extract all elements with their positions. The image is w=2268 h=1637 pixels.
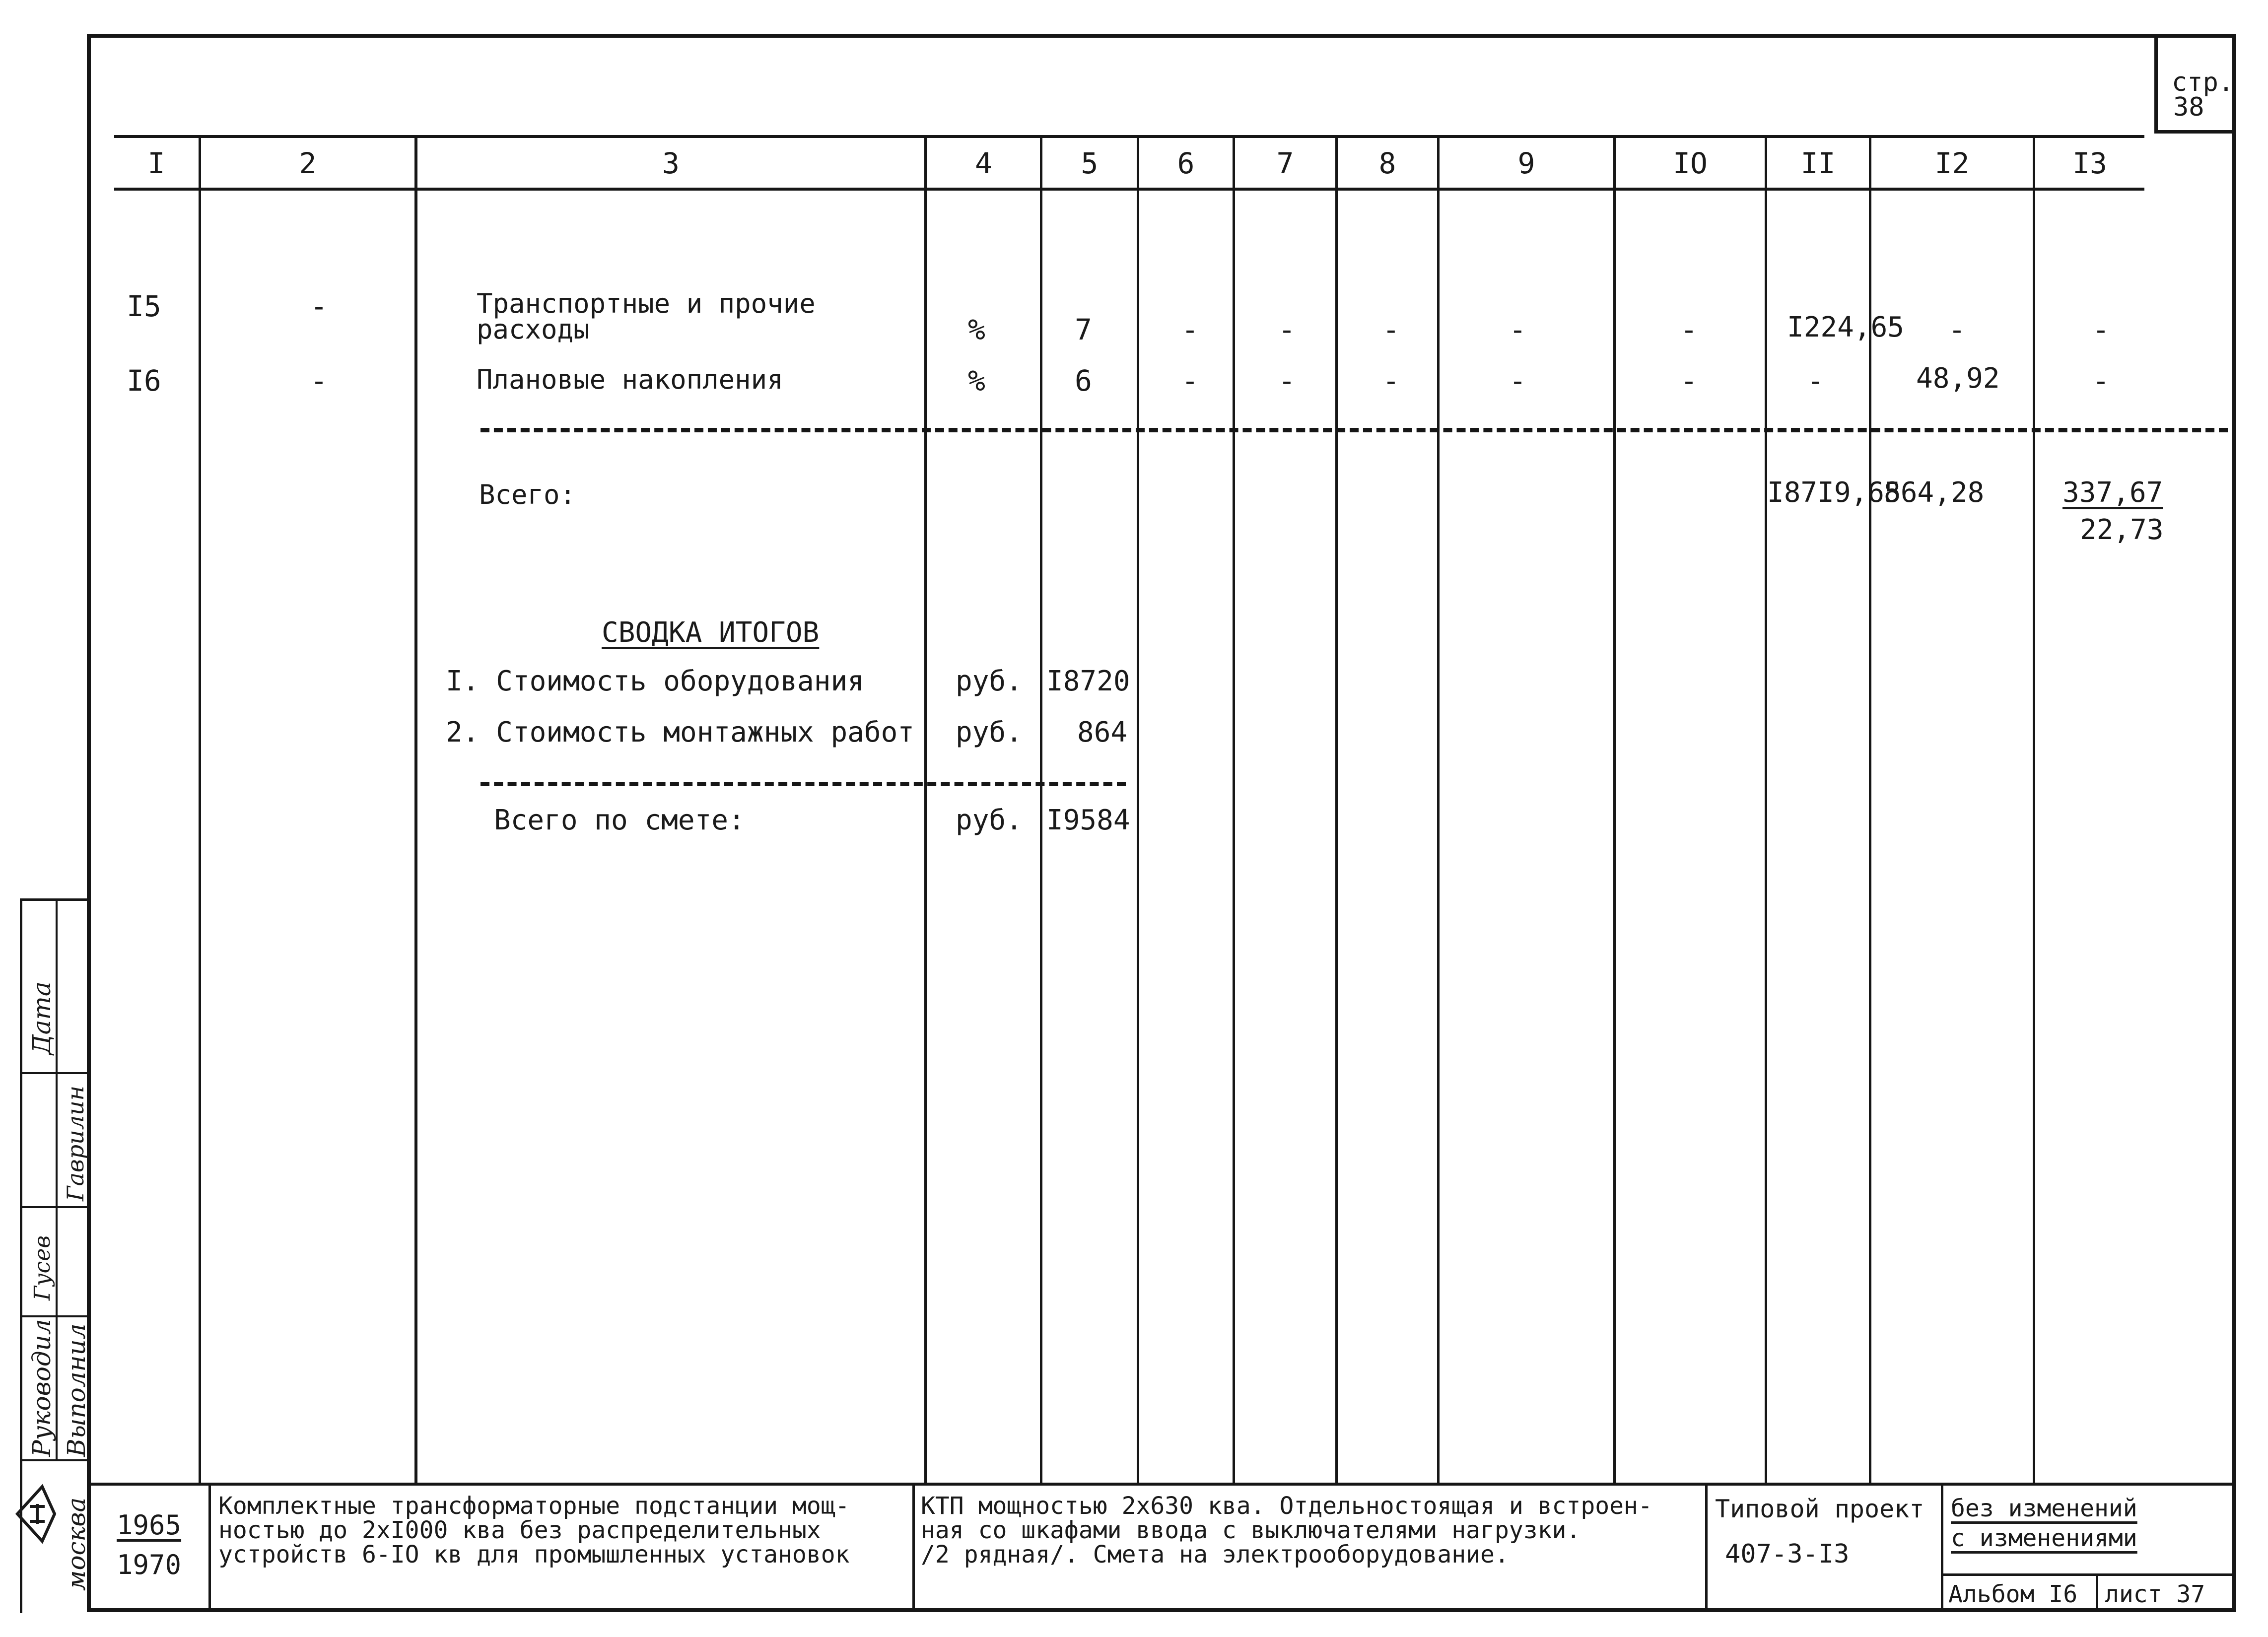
row-16-col13: -: [2092, 364, 2110, 398]
titleblock-change-2: с изменениями: [1951, 1524, 2137, 1552]
summary-total-unit: руб.: [956, 804, 1023, 836]
col-header-10: IO: [1673, 146, 1708, 180]
row-16-col11: -: [1807, 364, 1824, 398]
row-15-col6: -: [1181, 313, 1199, 346]
institute-logo-icon: [7, 1477, 62, 1551]
summary-item-2-unit: руб.: [956, 716, 1023, 749]
stamp-row-3: [20, 1315, 89, 1317]
col-sep-9: [1613, 135, 1616, 1483]
col-header-6: 6: [1177, 146, 1195, 180]
col-sep-8: [1437, 135, 1440, 1483]
row-15-col8: -: [1382, 313, 1400, 346]
row-16-col10: -: [1680, 364, 1698, 398]
col-header-12: I2: [1934, 146, 1970, 180]
frame-bottom: [87, 1608, 2236, 1612]
summary-total-label: Всего по смете:: [494, 804, 745, 836]
header-top-line: [114, 135, 2144, 138]
col-sep-7: [1335, 135, 1338, 1483]
total-col12: 864,28: [1884, 477, 1985, 509]
stamp-row-2: [20, 1206, 89, 1208]
col-header-7: 7: [1276, 146, 1294, 180]
summary-item-2-value: 864: [1077, 716, 1128, 749]
total-label: Всего:: [479, 479, 576, 510]
col-sep-2: [414, 135, 417, 1483]
col-header-4: 4: [975, 146, 992, 180]
titleblock-sep-2: [912, 1483, 915, 1612]
titleblock-project-label: Типовой проект: [1715, 1495, 1924, 1523]
summary-title: СВОДКА ИТОГОВ: [602, 616, 820, 649]
summary-item-2-label: 2. Стоимость монтажных работ: [446, 716, 915, 749]
titleblock-project-number: 407-3-I3: [1725, 1539, 1850, 1569]
titleblock-subtitle: КТП мощностью 2х630 ква. Отдельностоящая и встроен- ная со шкафами ввода с выключателями нагрузки. /2 рядная/. Смета на электрооборудование.: [921, 1492, 1652, 1569]
stamp-city: москва: [62, 1497, 91, 1591]
titleblock-album-top: [1941, 1573, 2236, 1576]
total-col13-top: 337,67: [2062, 477, 2163, 509]
col-header-9: 9: [1517, 146, 1535, 180]
summary-total-value: I9584: [1046, 804, 1130, 836]
col-header-2: 2: [299, 146, 317, 180]
page-box-bottom: [2154, 130, 2236, 134]
header-bottom-line: [114, 188, 2144, 191]
row-16-number: I6: [127, 364, 161, 398]
stamp-signature-2: Гусев: [30, 1235, 55, 1300]
col-header-3: 3: [662, 146, 680, 180]
titleblock-year-bottom: 1970: [117, 1549, 182, 1580]
col-sep-12: [2033, 135, 2035, 1483]
titleblock-year-top: 1965: [117, 1509, 182, 1541]
row-15-qty: 7: [1075, 313, 1092, 346]
col-header-8: 8: [1378, 146, 1396, 180]
row-16-name: Плановые накопления: [477, 364, 783, 395]
titleblock-sep-1: [208, 1483, 211, 1612]
col-sep-5: [1137, 135, 1139, 1483]
titleblock-sheet: лист 37: [2105, 1580, 2205, 1608]
row-16-col6: -: [1181, 364, 1199, 398]
stamp-head-label: Руководил: [27, 1319, 56, 1457]
row-16-code: -: [310, 364, 328, 398]
stamp-top: [20, 898, 89, 901]
row-16-col9: -: [1509, 364, 1526, 398]
col-sep-1: [199, 135, 201, 1483]
titleblock-top: [91, 1483, 2236, 1486]
col-sep-10: [1765, 135, 1767, 1483]
total-col11: I87I9,65: [1767, 477, 1901, 509]
col-header-11: II: [1800, 146, 1836, 180]
col-sep-4: [1040, 135, 1042, 1483]
row-15-col7: -: [1278, 313, 1296, 346]
row-16-col7: -: [1278, 364, 1296, 398]
col-header-1: I: [147, 146, 165, 180]
titleblock-sep-3: [1705, 1483, 1708, 1612]
stamp-exec-label: Выполнил: [62, 1323, 91, 1457]
row-15-col10: -: [1680, 313, 1698, 346]
row-15-col13: -: [2092, 313, 2110, 346]
totals-dashed-line: [481, 428, 2228, 432]
col-sep-3: [924, 135, 927, 1483]
col-header-5: 5: [1081, 146, 1099, 180]
row-15-col11: I224,65: [1787, 311, 1905, 343]
row-16-qty: 6: [1075, 364, 1092, 398]
row-15-code: -: [310, 289, 328, 323]
titleblock-album: Альбом I6: [1948, 1580, 2078, 1608]
frame-right: [2232, 34, 2236, 1612]
row-16-col12: 48,92: [1916, 362, 2000, 395]
titleblock-description: Комплектные трансформаторные подстанции мощ- ностью до 2xI000 ква без распределительных устройств 6-IO кв для промышленных установок: [218, 1492, 850, 1569]
page-box-left: [2154, 34, 2158, 133]
summary-dashed-line: [481, 782, 1126, 786]
page-number: 38: [2173, 92, 2204, 122]
summary-item-1-label: I. Стоимость оборудования: [446, 665, 864, 697]
row-15-col12: -: [1948, 313, 1966, 346]
row-15-unit: %: [968, 313, 985, 346]
col-sep-6: [1233, 135, 1235, 1483]
col-header-13: I3: [2072, 146, 2107, 180]
titleblock-sep-4: [1941, 1483, 1943, 1612]
row-15-number: I5: [127, 289, 161, 323]
titleblock-album-sep: [2096, 1573, 2098, 1612]
page-label: стр.: [2172, 68, 2234, 97]
row-16-col8: -: [1382, 364, 1400, 398]
row-15-col9: -: [1509, 313, 1526, 346]
summary-item-1-unit: руб.: [956, 665, 1023, 697]
stamp-date-label: Дата: [27, 981, 56, 1055]
total-col13-bottom: 22,73: [2080, 514, 2164, 546]
row-16-unit: %: [968, 364, 985, 398]
row-15-name-line1: Транспортные и прочие: [477, 288, 816, 319]
summary-item-1-value: I8720: [1046, 665, 1130, 697]
stamp-row-1: [20, 1072, 89, 1074]
row-15-name-line2: расходы: [477, 314, 590, 345]
frame-top: [87, 34, 2236, 38]
stamp-signature-1: Гаврилин: [62, 1086, 89, 1201]
titleblock-change-1: без изменений: [1951, 1495, 2137, 1522]
stamp-row-4: [20, 1459, 89, 1461]
